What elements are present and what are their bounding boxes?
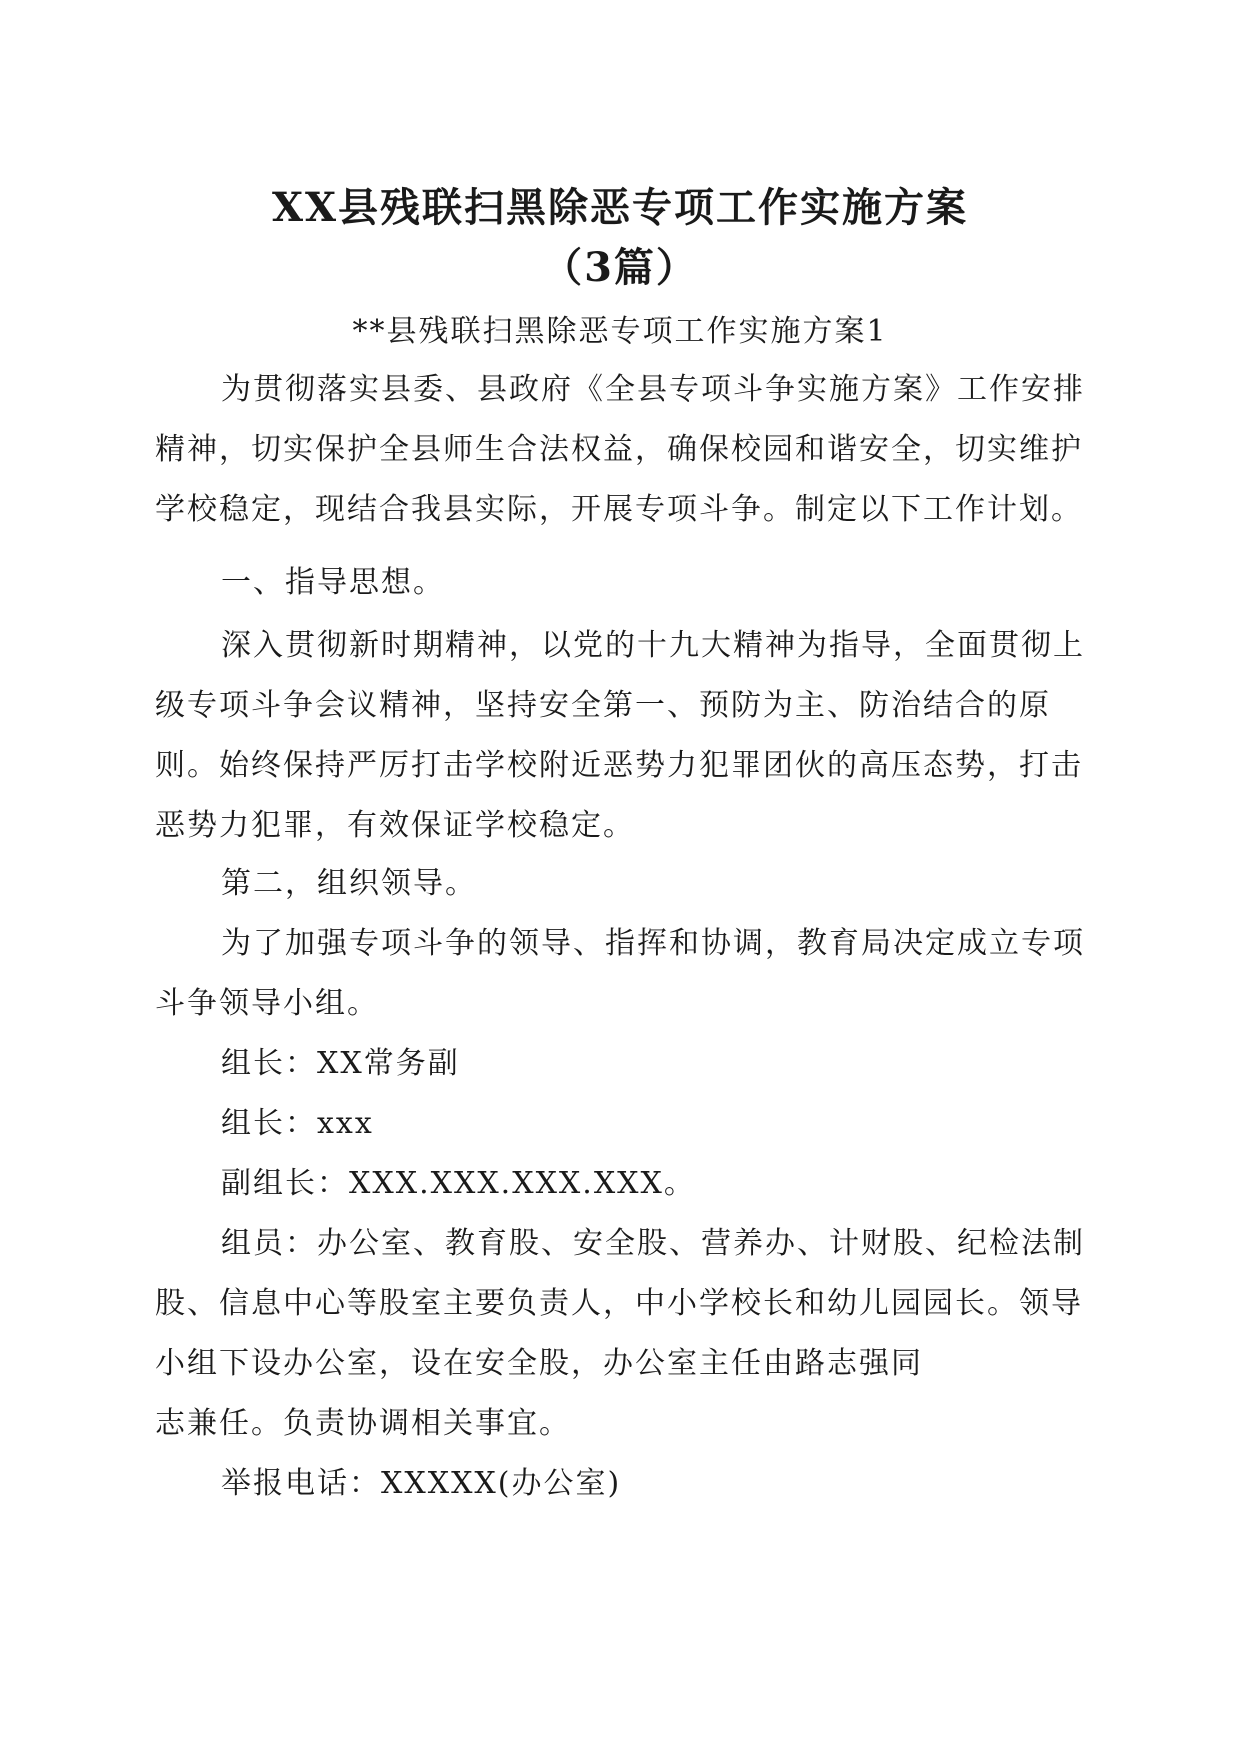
section-heading: 第二，组织领导。 — [221, 866, 477, 901]
paragraph-line: 为了加强专项斗争的领导、指挥和协调，教育局决定成立专项 — [221, 926, 1085, 961]
paragraph-line: 为贯彻落实县委、县政府《全县专项斗争实施方案》工作安排 — [221, 372, 1085, 407]
paragraph-line: 组员：办公室、教育股、安全股、营养办、计财股、纪检法制 — [221, 1226, 1085, 1261]
paragraph-line: 级专项斗争会议精神，坚持安全第一、预防为主、防治结合的原 — [155, 688, 1051, 723]
hotline-line: 举报电话：XXXXX(办公室) — [221, 1466, 622, 1501]
section-heading: 一、指导思想。 — [221, 565, 445, 600]
leader-line: 组长：xxx — [221, 1106, 374, 1141]
deputy-leader-line: 副组长：XXX.XXX.XXX.XXX。 — [221, 1166, 696, 1201]
paragraph-line: 股、信息中心等股室主要负责人，中小学校长和幼儿园园长。领导 — [155, 1286, 1083, 1321]
leader-line: 组长：XX常务副 — [221, 1046, 460, 1081]
paragraph-line: 学校稳定，现结合我县实际，开展专项斗争。制定以下工作计划。 — [155, 492, 1083, 527]
document-title: XX县残联扫黑除恶专项工作实施方案 — [271, 184, 969, 231]
paragraph-line: 志兼任。负责协调相关事宜。 — [155, 1406, 571, 1441]
paragraph-line: 恶势力犯罪，有效保证学校稳定。 — [155, 808, 635, 843]
paragraph-line: 精神，切实保护全县师生合法权益，确保校园和谐安全，切实维护 — [155, 432, 1083, 467]
paragraph-line: 则。始终保持严厉打击学校附近恶势力犯罪团伙的高压态势，打击 — [155, 748, 1083, 783]
paragraph-line: 深入贯彻新时期精神，以党的十九大精神为指导，全面贯彻上 — [221, 628, 1085, 663]
paragraph-line: 斗争领导小组。 — [155, 986, 379, 1021]
document-title-count: （3篇） — [542, 244, 698, 291]
paragraph-line: 小组下设办公室，设在安全股，办公室主任由路志强同 — [155, 1346, 923, 1381]
section-subtitle: **县残联扫黑除恶专项工作实施方案1 — [352, 314, 888, 349]
